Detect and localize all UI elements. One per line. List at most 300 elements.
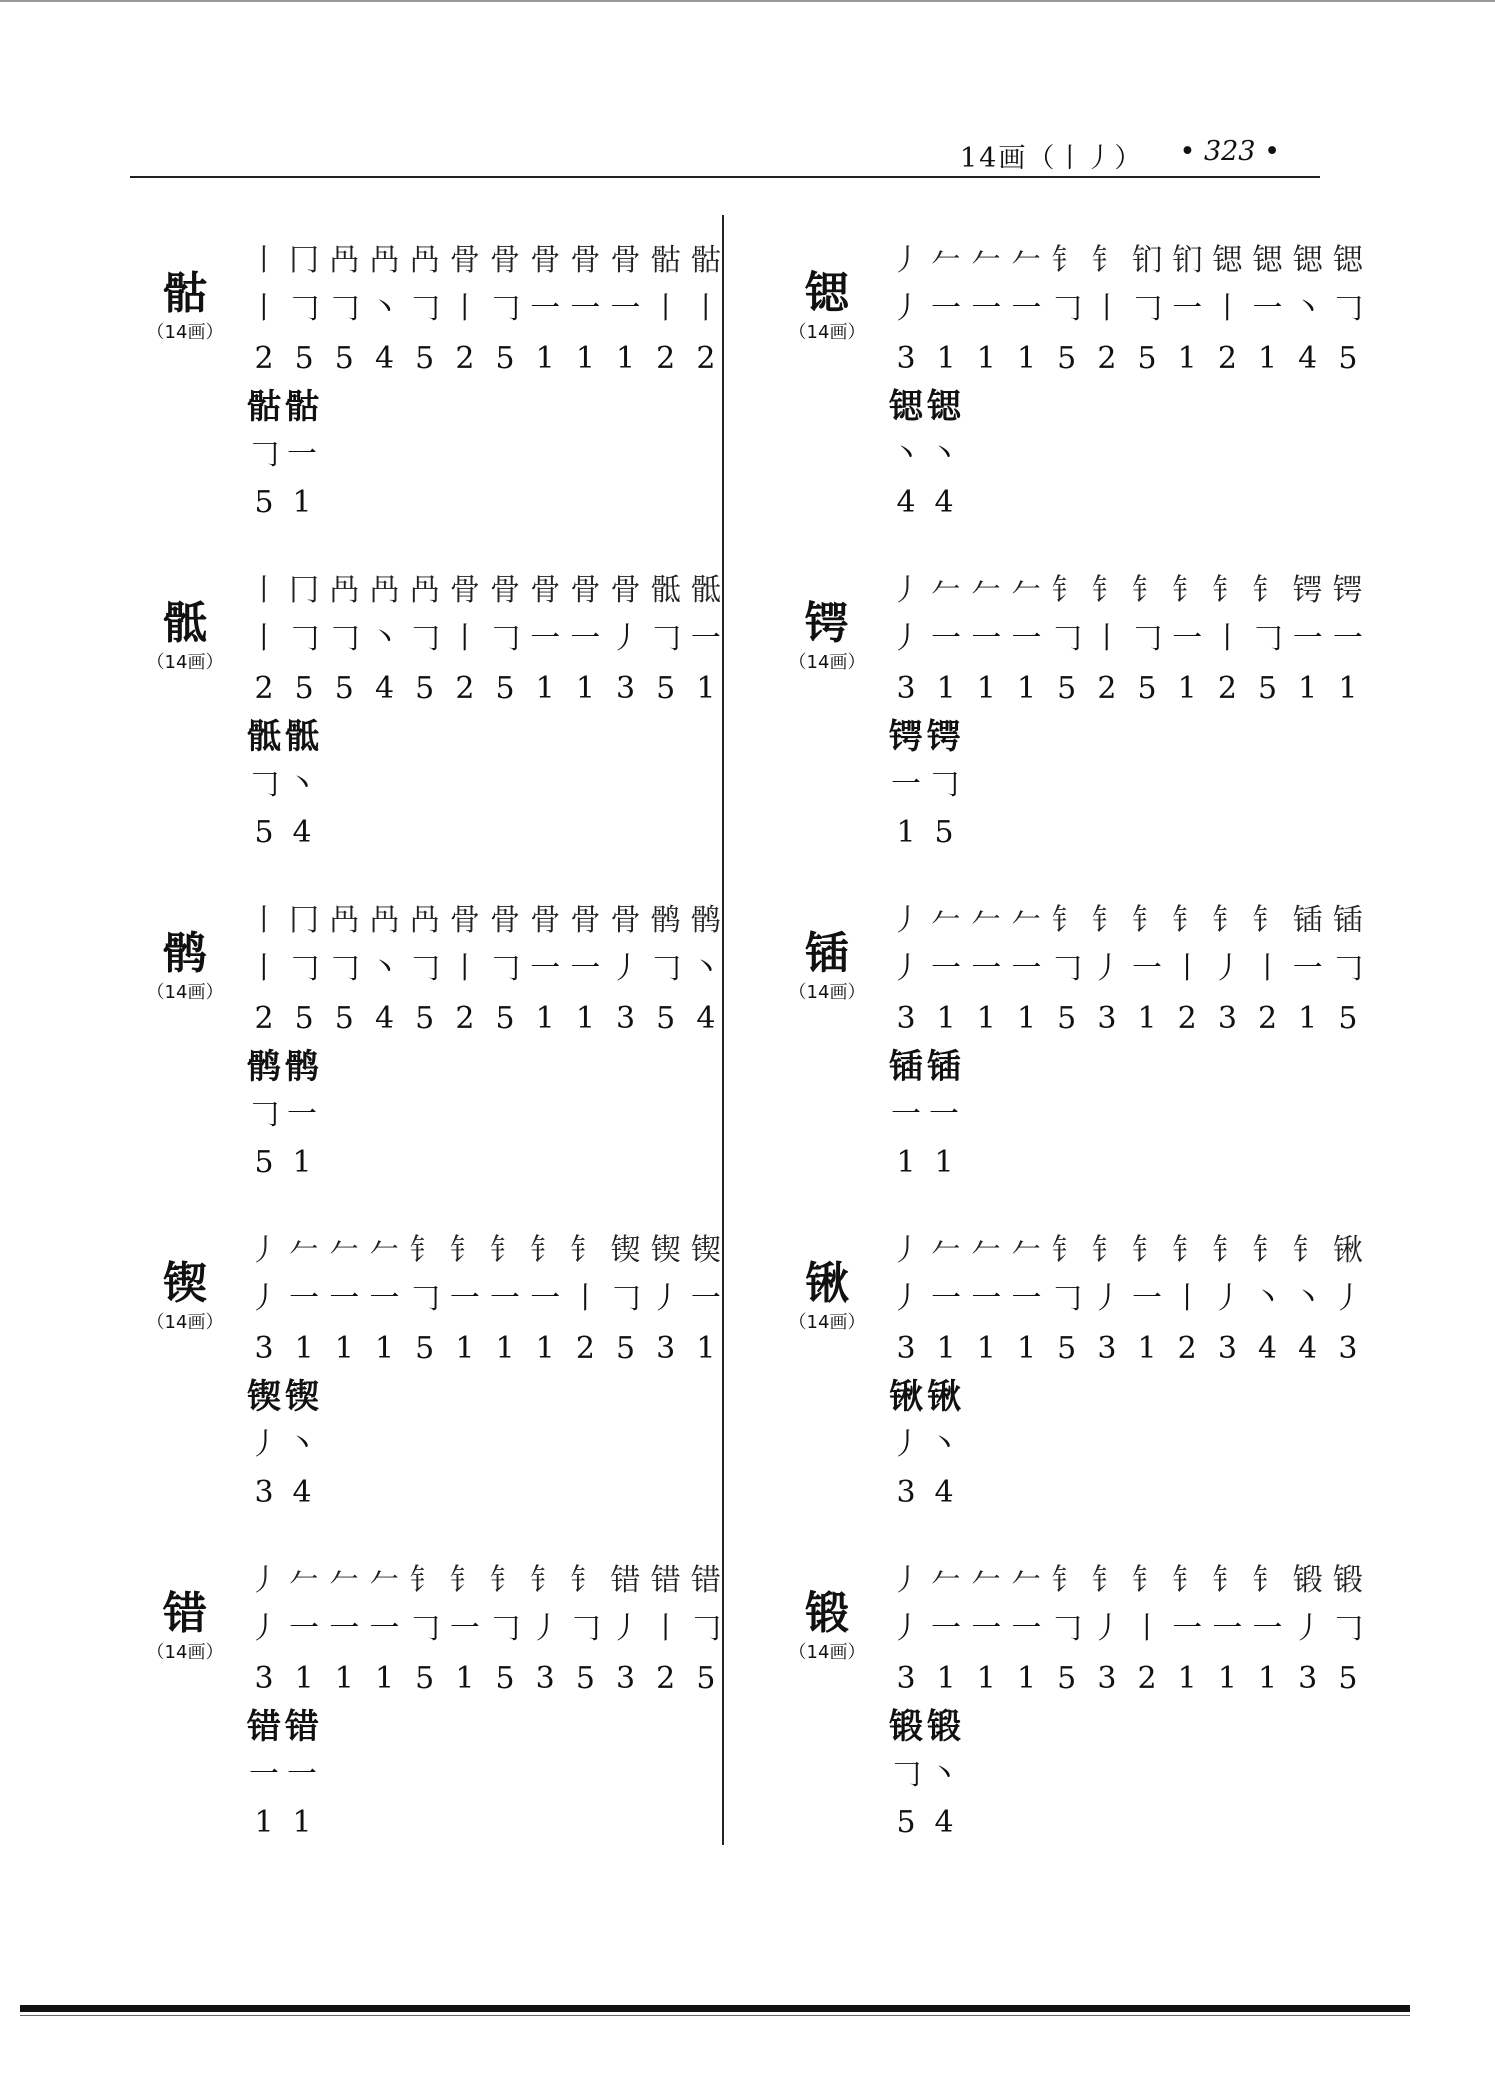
stroke-shape-cont-row [887,1422,1087,1468]
stroke-progress-cell: 钅 [409,1233,440,1268]
stroke-shape-cell: 一 [690,1281,721,1316]
stroke-shape-row [245,1276,725,1322]
stroke-code-cell: 3 [1217,1001,1237,1036]
stroke-shape-cell: 丨 [1091,291,1122,326]
stroke-progress-cell: 钅 [449,1233,480,1268]
stroke-code-cell: 2 [1097,341,1117,376]
stroke-code-cell: 5 [656,671,676,706]
stroke-shape-cont-row [245,1092,445,1138]
stroke-progress-cont-cell: 锸 [927,1047,961,1087]
stroke-progress-cell: 𠂉 [931,1563,962,1598]
stroke-progress-cell: 钅 [570,1233,601,1268]
stroke-shape-row [245,946,725,992]
stroke-code-cell: 5 [415,1661,435,1696]
stroke-shape-cont-cell: 𠃌 [249,767,279,802]
stroke-progress-cell: 骨 [490,243,521,278]
stroke-code-cont-cell: 1 [292,1805,312,1840]
stroke-shape-cell: 一 [449,1611,480,1646]
stroke-shape-cell: 一 [1252,1611,1283,1646]
stroke-shape-cont-cell: 丿 [249,1427,279,1462]
stroke-progress-cell: 锲 [650,1233,681,1268]
stroke-progress-cell: 丿 [891,903,921,938]
stroke-shape-cell: 丿 [610,621,641,656]
stroke-shape-row [245,616,725,662]
stroke-code-cell: 1 [936,1001,956,1036]
stroke-code-cont-cell: 5 [896,1805,916,1840]
stroke-code-cont-row [245,1800,445,1846]
stroke-progress-cell: 钅 [1212,1233,1243,1268]
char-entry [772,898,1392,1218]
stroke-progress-row [887,1228,1367,1274]
stroke-shape-cell: 丨 [1212,621,1243,656]
stroke-code-cell: 1 [1016,671,1037,706]
stroke-progress-cell: 骨 [610,903,641,938]
stroke-progress-cont-row [887,384,1087,430]
head-character: 错 [163,1588,207,1639]
stroke-code-cell: 3 [1097,1001,1117,1036]
stroke-code-cell: 5 [334,671,354,706]
stroke-count-label: （14画） [788,982,866,1003]
stroke-code-cell: 1 [976,1331,996,1366]
stroke-progress-cell: 骷 [690,243,721,278]
stroke-progress-cell: 钔 [1132,243,1163,278]
stroke-code-cell: 5 [656,1001,676,1036]
stroke-code-cell: 2 [1137,1661,1157,1696]
stroke-code-cell: 1 [334,1331,354,1366]
stroke-code-cont-cell: 3 [896,1475,916,1510]
stroke-code-cell: 5 [575,1661,595,1696]
stroke-progress-cell: 冎 [369,243,400,278]
stroke-code-cell: 5 [1137,341,1157,376]
stroke-progress-cell: 𠂉 [1011,573,1042,608]
stroke-progress-row [245,568,725,614]
stroke-shape-cell: 𠃌 [490,1611,521,1646]
char-entry [130,898,750,1218]
stroke-progress-cell: 丿 [891,243,921,278]
stroke-shape-cell: 丿 [1212,951,1243,986]
stroke-shape-cont-row [245,1422,445,1468]
page-header [130,126,1320,178]
stroke-shape-cell: 丿 [249,1281,279,1316]
stroke-progress-cell: 钅 [449,1563,480,1598]
stroke-code-cell: 3 [616,671,636,706]
stroke-code-cell: 2 [455,341,475,376]
stroke-progress-cell: 钅 [1051,1563,1082,1598]
stroke-code-cell: 1 [1177,671,1197,706]
stroke-progress-cell: 骶 [650,573,681,608]
stroke-count-label: （14画） [146,982,224,1003]
stroke-progress-cell: 钅 [570,1563,601,1598]
stroke-progress-cell: 骷 [650,243,681,278]
stroke-progress-cell: 骨 [449,243,480,278]
stroke-shape-cell: 一 [971,1281,1002,1316]
stroke-shape-cell: 一 [369,1281,400,1316]
stroke-shape-cell: 一 [1011,621,1042,656]
stroke-progress-cell: 𠂉 [1011,243,1042,278]
stroke-code-cont-cell: 1 [254,1805,274,1840]
stroke-shape-cell: 𠃌 [1252,621,1283,656]
footer-rule [20,2005,1410,2012]
stroke-progress-cell: 钅 [1132,1233,1163,1268]
stroke-code-row [887,336,1367,382]
stroke-progress-cell: 丨 [249,243,279,278]
char-entry [772,238,1392,558]
stroke-progress-cell: 丿 [249,1233,279,1268]
stroke-code-cell: 1 [575,341,595,376]
stroke-shape-cont-cell: 一 [287,1097,317,1132]
stroke-progress-cell: 丿 [891,573,921,608]
stroke-progress-cont-cell: 错 [285,1707,319,1747]
stroke-progress-cell: 骨 [570,243,601,278]
stroke-progress-cell: 𠂉 [971,1563,1002,1598]
stroke-code-cell: 1 [696,671,716,706]
stroke-shape-cell: 丿 [610,951,641,986]
stroke-shape-cell: 𠃌 [409,951,440,986]
stroke-code-cell: 5 [1338,341,1358,376]
stroke-code-cell: 2 [656,341,676,376]
stroke-code-cont-cell: 4 [292,815,312,850]
stroke-shape-cont-cell: 一 [891,1097,921,1132]
stroke-code-cell: 1 [1258,341,1278,376]
stroke-progress-cell: 钅 [1212,1563,1243,1598]
stroke-shape-cell: 一 [690,621,721,656]
stroke-shape-cont-cell: 一 [249,1757,279,1792]
stroke-progress-cell: 钅 [1292,1233,1323,1268]
head-character: 锻 [805,1588,849,1639]
stroke-code-cell: 5 [495,341,515,376]
stroke-progress-cont-cell: 锷 [889,717,923,757]
stroke-code-cell: 4 [696,1001,716,1036]
stroke-code-cont-row [887,1140,1087,1186]
stroke-shape-cont-cell: 一 [287,437,317,472]
stroke-shape-cell: 𠃌 [329,621,360,656]
stroke-code-cell: 4 [374,671,395,706]
stroke-code-cell: 2 [1097,671,1117,706]
stroke-code-cell: 2 [254,671,274,706]
stroke-progress-cell: 锻 [1332,1563,1363,1598]
stroke-shape-cont-cell: 丶 [929,1427,959,1462]
stroke-code-cell: 1 [1298,1001,1318,1036]
stroke-shape-cell: 一 [1011,1611,1042,1646]
stroke-shape-cell: 𠃌 [690,1611,721,1646]
stroke-progress-cell: 𠂉 [931,243,962,278]
stroke-progress-cell: 锲 [690,1233,721,1268]
stroke-count-label: （14画） [788,652,866,673]
stroke-code-cell: 3 [656,1331,676,1366]
stroke-code-cont-cell: 1 [934,1145,954,1180]
stroke-progress-cell: 钅 [1091,573,1122,608]
stroke-code-cell: 1 [535,1331,555,1366]
stroke-code-cont-cell: 5 [254,815,274,850]
stroke-code-cell: 3 [616,1661,636,1696]
stroke-code-cell: 3 [896,1661,916,1696]
stroke-progress-cell: 钅 [409,1563,440,1598]
stroke-code-cell: 1 [1177,341,1197,376]
stroke-progress-cont-cell: 锲 [285,1377,319,1417]
stroke-shape-cell: 丨 [570,1281,601,1316]
stroke-progress-row [245,898,725,944]
stroke-shape-cont-cell: 丿 [891,1427,921,1462]
stroke-code-cell: 3 [896,1331,916,1366]
stroke-progress-cell: 骨 [490,903,521,938]
stroke-progress-cell: 冎 [369,573,400,608]
stroke-code-cell: 2 [1217,671,1237,706]
stroke-progress-cont-cell: 骶 [247,717,281,757]
stroke-shape-cell: 丶 [690,951,721,986]
head-glyph-block [130,598,240,674]
stroke-count-label: （14画） [788,1312,866,1333]
stroke-progress-cell: 冎 [329,903,360,938]
stroke-progress-cell: 锶 [1292,243,1323,278]
stroke-code-cont-cell: 5 [254,485,274,520]
stroke-progress-cell: 冎 [369,903,400,938]
stroke-progress-cell: 丿 [249,1563,279,1598]
head-glyph-block [772,1258,882,1334]
stroke-progress-cont-cell: 骷 [247,387,281,427]
stroke-progress-cell: 钅 [1212,573,1243,608]
stroke-progress-cont-cell: 错 [247,1707,281,1747]
stroke-code-cell: 2 [656,1661,676,1696]
stroke-shape-cell: 𠃌 [289,291,320,326]
stroke-code-cont-row [245,1140,445,1186]
stroke-code-row [245,1656,725,1702]
stroke-shape-cell: 𠃌 [490,291,521,326]
head-character: 锲 [163,1258,207,1309]
stroke-shape-cell: 丿 [891,291,921,326]
stroke-shape-cell: 一 [289,1611,320,1646]
stroke-progress-cell: 鹘 [650,903,681,938]
stroke-shape-cell: 丿 [650,1281,681,1316]
stroke-shape-cont-row [887,1092,1087,1138]
stroke-progress-cell: 错 [610,1563,641,1598]
stroke-code-cell: 5 [415,671,435,706]
stroke-shape-cell: 𠃌 [610,1281,641,1316]
stroke-shape-cell: 一 [329,1611,360,1646]
stroke-code-row [887,666,1367,712]
head-glyph-block [772,928,882,1004]
stroke-shape-cell: 一 [931,1281,962,1316]
stroke-shape-cont-cell: 丶 [929,1757,959,1792]
stroke-shape-cell: 丨 [1091,621,1122,656]
stroke-shape-row [887,1276,1367,1322]
stroke-progress-cell: 锸 [1332,903,1363,938]
char-entry [130,1228,750,1548]
stroke-code-cell: 5 [1057,341,1077,376]
stroke-code-cell: 5 [1057,1661,1077,1696]
stroke-shape-cell: 丨 [449,291,480,326]
stroke-progress-cell: 冎 [329,573,360,608]
stroke-progress-cell: 𠂉 [931,573,962,608]
stroke-code-cell: 3 [896,1001,916,1036]
stroke-shape-cont-row [245,432,445,478]
stroke-code-cell: 2 [575,1331,595,1366]
stroke-code-cell: 5 [495,1661,515,1696]
stroke-code-cont-cell: 4 [292,1475,312,1510]
stroke-progress-cell: 鹘 [690,903,721,938]
stroke-shape-cell: 丿 [249,1611,279,1646]
stroke-shape-cell: 𠃌 [289,951,320,986]
stroke-code-cell: 5 [1338,1001,1358,1036]
stroke-shape-cell: 丨 [1172,1281,1203,1316]
stroke-shape-cell: 一 [329,1281,360,1316]
stroke-code-cell: 1 [535,1001,555,1036]
head-character: 锷 [805,598,849,649]
stroke-code-cell: 1 [976,341,996,376]
stroke-code-cell: 5 [1057,671,1077,706]
stroke-progress-cont-row [245,384,445,430]
stroke-code-cell: 5 [334,341,354,376]
stroke-progress-cell: 骨 [449,573,480,608]
top-edge-rule [0,0,1495,2]
stroke-shape-cell: 一 [530,291,561,326]
stroke-progress-cell: 冎 [409,243,440,278]
stroke-code-cell: 1 [1137,1001,1157,1036]
stroke-progress-cell: 冂 [289,903,320,938]
stroke-code-cell: 1 [976,671,996,706]
stroke-shape-cell: 一 [971,291,1002,326]
stroke-progress-cell: 𠂉 [369,1233,400,1268]
stroke-progress-cell: 钔 [1172,243,1203,278]
stroke-shape-cont-cell: 一 [287,1757,317,1792]
stroke-code-cell: 3 [254,1661,274,1696]
stroke-progress-cont-row [887,1704,1087,1750]
stroke-shape-cell: 一 [449,1281,480,1316]
stroke-code-cell: 3 [535,1661,555,1696]
stroke-code-cell: 5 [1057,1331,1077,1366]
stroke-progress-row [887,568,1367,614]
head-glyph-block [772,598,882,674]
stroke-shape-cont-cell: 丶 [929,437,959,472]
stroke-code-cont-row [245,810,445,856]
stroke-code-cell: 1 [294,1331,314,1366]
stroke-progress-row [245,238,725,284]
stroke-shape-cell: 丶 [1252,1281,1283,1316]
stroke-code-cell: 1 [455,1661,475,1696]
stroke-code-cell: 5 [696,1661,716,1696]
stroke-progress-cell: 锸 [1292,903,1323,938]
char-entry [772,1558,1392,1878]
stroke-progress-cont-row [887,1044,1087,1090]
stroke-progress-cell: 骨 [530,573,561,608]
stroke-progress-cont-cell: 鹘 [285,1047,319,1087]
stroke-code-cell: 4 [1298,341,1318,376]
stroke-shape-cell: 𠃌 [409,621,440,656]
stroke-code-cont-cell: 1 [292,1145,312,1180]
stroke-code-cell: 1 [616,341,636,376]
stroke-progress-row [887,898,1367,944]
stroke-shape-cell: 𠃌 [490,621,521,656]
stroke-code-cell: 1 [1016,1661,1037,1696]
stroke-shape-cell: 一 [931,951,962,986]
stroke-progress-cell: 冂 [289,573,320,608]
head-glyph-block [130,1588,240,1664]
stroke-shape-cell: 一 [289,1281,320,1316]
stroke-code-cell: 1 [334,1661,354,1696]
stroke-progress-cell: 钅 [530,1233,561,1268]
stroke-shape-cell: 丨 [1132,1611,1163,1646]
stroke-shape-cell: 一 [1252,291,1283,326]
stroke-progress-cell: 钅 [1051,903,1082,938]
stroke-shape-cont-cell: 丶 [287,767,317,802]
stroke-code-cont-row [887,1800,1087,1846]
stroke-shape-cell: 丨 [249,621,279,656]
stroke-shape-cell: 𠃌 [1332,291,1363,326]
stroke-shape-cell: 一 [931,291,962,326]
stroke-progress-cell: 错 [690,1563,721,1598]
stroke-shape-cell: 一 [931,621,962,656]
stroke-code-cell: 1 [696,1331,716,1366]
stroke-code-cell: 3 [896,671,916,706]
stroke-code-cont-cell: 1 [896,815,916,850]
stroke-progress-cell: 钅 [1132,1563,1163,1598]
head-character: 骷 [163,268,207,319]
head-glyph-block [772,268,882,344]
stroke-code-cell: 1 [1298,671,1318,706]
stroke-shape-cell: 𠃌 [329,291,360,326]
stroke-progress-cont-row [245,1374,445,1420]
stroke-progress-cont-cell: 鹘 [247,1047,281,1087]
stroke-shape-cont-row [887,432,1087,478]
stroke-progress-cell: 钅 [1252,573,1283,608]
stroke-progress-cell: 钅 [1252,1233,1283,1268]
stroke-shape-cell: 𠃌 [650,951,681,986]
stroke-shape-cell: 丨 [1212,291,1243,326]
stroke-shape-cell: 丿 [891,621,921,656]
stroke-shape-cont-row [245,1752,445,1798]
stroke-shape-cont-cell: 一 [929,1097,959,1132]
stroke-progress-cell: 骶 [690,573,721,608]
stroke-code-cell: 3 [254,1331,274,1366]
stroke-shape-cell: 𠃌 [1051,1611,1082,1646]
stroke-code-cont-cell: 5 [254,1145,274,1180]
stroke-code-cell: 3 [1298,1661,1318,1696]
stroke-shape-cont-cell: 𠃌 [891,1757,921,1792]
stroke-count-label: （14画） [146,1312,224,1333]
stroke-shape-cell: 丿 [1091,1611,1122,1646]
stroke-code-cont-cell: 4 [934,1805,954,1840]
stroke-progress-cell: 骨 [570,573,601,608]
stroke-progress-cell: 骨 [530,243,561,278]
stroke-shape-cell: 一 [530,1281,561,1316]
stroke-shape-cell: 丿 [1091,951,1122,986]
stroke-code-cell: 1 [1137,1331,1157,1366]
stroke-shape-cell: 一 [971,951,1002,986]
stroke-code-cell: 3 [1217,1331,1237,1366]
stroke-code-cell: 5 [415,341,435,376]
stroke-code-cell: 3 [616,1001,636,1036]
stroke-shape-cell: 一 [530,621,561,656]
stroke-code-cell: 5 [495,1001,515,1036]
stroke-progress-cell: 骨 [610,573,641,608]
head-glyph-block [130,268,240,344]
stroke-progress-cont-cell: 锹 [927,1377,961,1417]
stroke-shape-cont-cell: 丶 [287,1427,317,1462]
stroke-progress-cell: 钅 [1172,1233,1203,1268]
stroke-code-row [887,1326,1367,1372]
stroke-shape-cell: 丨 [1252,951,1283,986]
stroke-shape-cell: 𠃌 [409,1281,440,1316]
page-number: • 323 • [1179,136,1280,167]
stroke-code-cell: 1 [936,341,956,376]
stroke-code-cell: 5 [415,1331,435,1366]
stroke-code-cell: 1 [936,1661,956,1696]
stroke-shape-cell: 𠃌 [570,1611,601,1646]
stroke-code-cell: 2 [696,341,716,376]
stroke-progress-cont-row [245,1704,445,1750]
stroke-progress-cell: 钅 [490,1233,521,1268]
stroke-code-cell: 5 [1137,671,1157,706]
stroke-progress-cell: 钅 [490,1563,521,1598]
